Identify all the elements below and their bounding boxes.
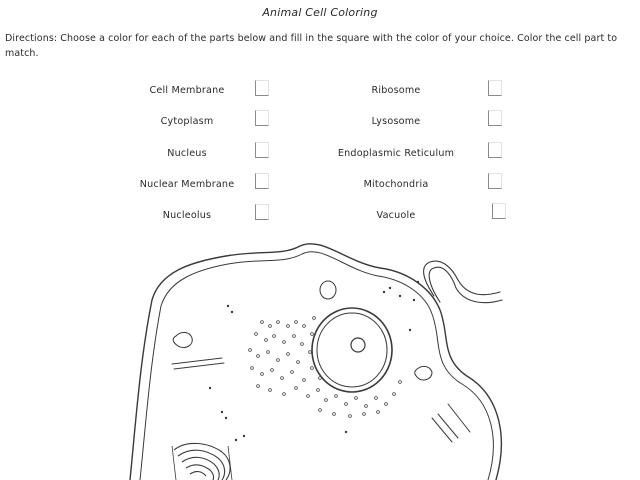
rod-organelle-left (172, 358, 224, 369)
endoplasmic-reticulum-dots (249, 317, 402, 418)
label-nuclear-membrane: Nuclear Membrane (139, 179, 235, 190)
label-mitochondria: Mitochondria (363, 179, 429, 190)
rod-organelle-right (432, 404, 470, 442)
label-cytoplasm: Cytoplasm (160, 116, 214, 127)
label-vacuole: Vacuole (376, 210, 416, 221)
directions-text: Directions: Choose a color for each of the parts below and fill in the square with the color of your choice. Color the cell part to match. (5, 33, 618, 59)
vacuole-upper (320, 281, 336, 299)
cell-tail-outer (424, 261, 500, 296)
cell-tail-inner (429, 267, 502, 302)
golgi-apparatus (172, 443, 232, 480)
nucleolus-shape (351, 338, 365, 352)
lysosome-left (173, 332, 192, 347)
label-ribosome: Ribosome (371, 85, 421, 96)
lysosome-right (415, 366, 432, 380)
nucleus-inner (317, 313, 387, 387)
label-lysosome: Lysosome (371, 116, 421, 127)
nucleus-outer (312, 308, 392, 392)
worksheet-title: Animal Cell Coloring (262, 6, 378, 19)
label-endoplasmic-reticulum: Endoplasmic Reticulum (337, 148, 455, 159)
cell-membrane-inner (140, 252, 493, 480)
label-nucleolus: Nucleolus (162, 210, 212, 221)
label-cell-membrane: Cell Membrane (149, 85, 225, 96)
label-nucleus: Nucleus (167, 148, 207, 159)
